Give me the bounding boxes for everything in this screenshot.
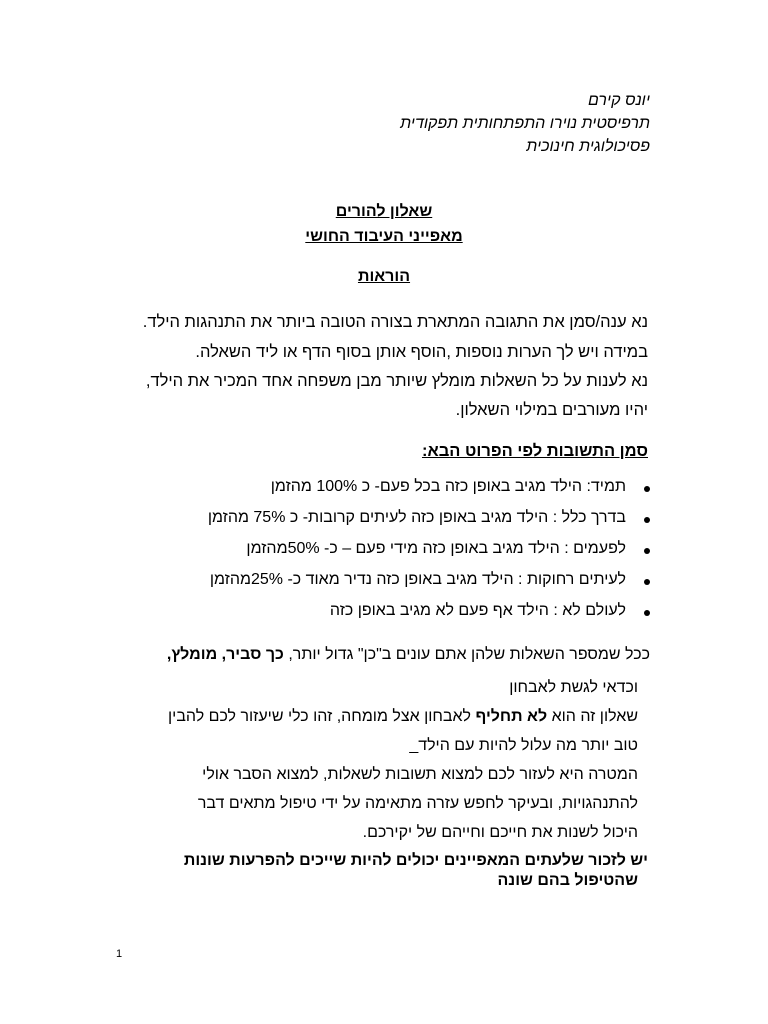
document-title: שאלון להורים [335, 203, 433, 220]
scale-item [330, 602, 650, 620]
note-line-7: היכול לשנות את חייכם וחייהם של יקירכם. [362, 824, 638, 841]
note-line-6: להתנהגויות, ובעיקר לחפש עזרה מתאימה על ידי טיפול מתאים דבר [197, 795, 638, 812]
note-line-2: וכדאי לגשת לאבחון [509, 679, 638, 696]
bullet-icon [644, 486, 650, 492]
note-line-3 [168, 708, 638, 726]
note-line-1 [167, 646, 650, 664]
page-number: 1 [116, 948, 123, 960]
instruction-line-3: נא לענות על כל השאלות מומלץ שיותר מבן משפחה אחד המכיר את הילד, [145, 372, 648, 390]
scale-item-text: לעולם לא : הילד אף פעם לא מגיב באופן כזה [329, 602, 626, 619]
bullet-icon [644, 548, 650, 554]
author-name: יונס קירם [588, 92, 650, 109]
instructions-heading: הוראות [357, 268, 411, 285]
scale-item [210, 571, 650, 589]
note-line-9: שהטיפול בהם שונה [497, 872, 638, 889]
instruction-line-1: נא ענה/סמן את התגובה המתארת בצורה הטובה ביותר את התנהגות הילד. [142, 313, 648, 331]
scale-item [246, 540, 650, 558]
note-line-3-bold: לא תחליף [475, 708, 548, 725]
scale-item [271, 478, 650, 496]
scale-item-text: תמיד: הילד מגיב באופן כזה בכל פעם- כ 100% מהזמן [270, 478, 626, 495]
note-line-4: טוב יותר מה עלול להיות עם הילד_ [409, 737, 638, 754]
document-subtitle: מאפייני העיבוד החושי [305, 228, 463, 245]
scale-item [208, 509, 650, 527]
note-line-3-rest: לאבחון אצל מומחה, זהו כלי שיעזור לכם להבין [168, 708, 476, 725]
scale-heading: סמן התשובות לפי הפרוט הבא: [421, 442, 648, 460]
author-field: פסיכולוגית חינוכית [526, 138, 650, 155]
scale-item-text: בדרך כלל : הילד מגיב באופן כזה לעיתים קרובות- כ 75% מהזמן [207, 509, 626, 526]
instruction-line-4: יהיו מעורבים במילוי השאלון. [455, 401, 648, 419]
note-line-8: יש לזכור שלעתים המאפיינים יכולים להיות שייכים להפרעות שונות [183, 852, 648, 869]
note-line-5: המטרה היא לעזור לכם למצוא תשובות לשאלות, למצוא הסבר אולי [202, 766, 638, 783]
author-role: תרפיסטית נוירו התפתחותית תפקודית [400, 115, 650, 132]
scale-item-text: לפעמים : הילד מגיב באופן כזה מידי פעם – כ- 50%מהזמן [246, 540, 626, 557]
note-line-1-bold: כך סביר, מומלץ, [166, 646, 284, 663]
note-line-3-text: שאלון זה הוא [547, 708, 638, 725]
scale-item-text: לעיתים רחוקות : הילד מגיב באופן כזה נדיר מאוד כ- 25%מהזמן [209, 571, 626, 588]
bullet-icon [644, 517, 650, 523]
instruction-line-2: במידה ויש לך הערות נוספות ,הוסף אותן בסוף הדף או ליד השאלה. [195, 343, 648, 361]
bullet-icon [644, 579, 650, 585]
note-line-1-text: ככל שמספר השאלות שלהן אתם עונים ב"כן" גדול יותר, [283, 646, 650, 663]
bullet-icon [644, 610, 650, 616]
